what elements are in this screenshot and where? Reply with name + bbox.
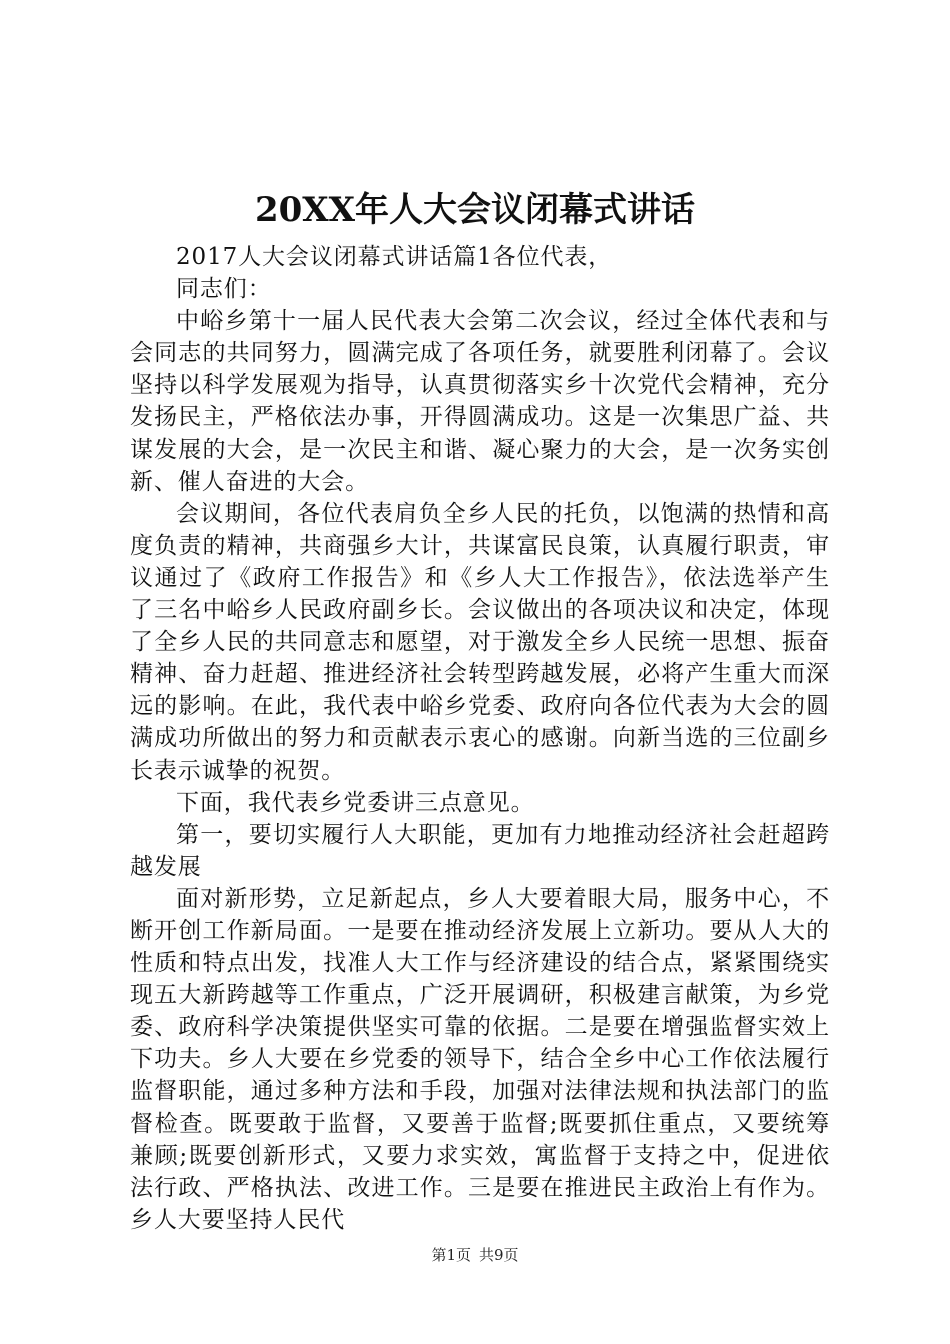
paragraph: 同志们： <box>176 276 272 303</box>
page-footer <box>0 1244 950 1266</box>
paragraph: 中峪乡第十一届人民代表大会第二次会议，经过全体代表和与会同志的共同努力，圆满完成了各项任务，就要胜利闭幕了。会议坚持以科学发展观为指导，认真贯彻落实乡十次党代会精神，充分发扬民主，严格依法办事，开得圆满成功。这是一次集思广益、共谋发展的大会，是一次民主和谐、凝心聚力的大会，是一次务实创新、催人奋进的大会。 <box>130 308 830 495</box>
paragraph: 第一，要切实履行人大职能，更加有力地推动经济社会赶超跨越发展 <box>130 821 830 880</box>
page-number: 第1页 <box>431 1246 471 1264</box>
paragraph: 会议期间，各位代表肩负全乡人民的托负，以饱满的热情和高度负责的精神，共商强乡大计，共谋富民良策，认真履行职责，审议通过了《政府工作报告》和《乡人大工作报告》，依法选举产生了三名中峪乡人民政府副乡长。会议做出的各项决议和决定，体现了全乡人民的共同意志和愿望，对于激发全乡人民统一思想、振奋精神、奋力赶超、推进经济社会转型跨越发展，必将产生重大而深远的影响。在此，我代表中峪乡党委、政府向各位代表为大会的圆满成功所做出的努力和贡献表示衷心的感谢。向新当选的三位副乡长表示诚挚的祝贺。 <box>130 500 830 784</box>
page-total: 共9页 <box>479 1246 519 1264</box>
paragraph: 下面，我代表乡党委讲三点意见。 <box>176 789 535 816</box>
document-title: 20XX年人大会议闭幕式讲话 <box>254 190 696 230</box>
document-body <box>130 241 830 1236</box>
paragraph: 面对新形势，立足新起点，乡人大要着眼大局，服务中心，不断开创工作新局面。一是要在推动经济发展上立新功。要从人大的性质和特点出发，找准人大工作与经济建设的结合点，紧紧围绕实现五大新跨越等工作重点，广泛开展调研，积极建言献策，为乡党委、政府科学决策提供坚实可靠的依据。二是要在增强监督实效上下功夫。乡人大要在乡党委的领导下，结合全乡中心工作依法履行监督职能，通过多种方法和手段，加强对法律法规和执法部门的监督检查。既要敢于监督，又要善于监督;既要抓住重点，又要统筹兼顾;既要创新形式，又要力求实效，寓监督于支持之中，促进依法行政、严格执法、改进工作。三是要在推进民主政治上有作为。乡人大要坚持人民代 <box>130 885 830 1233</box>
paragraph: 2017人大会议闭幕式讲话篇1各位代表， <box>176 244 613 270</box>
